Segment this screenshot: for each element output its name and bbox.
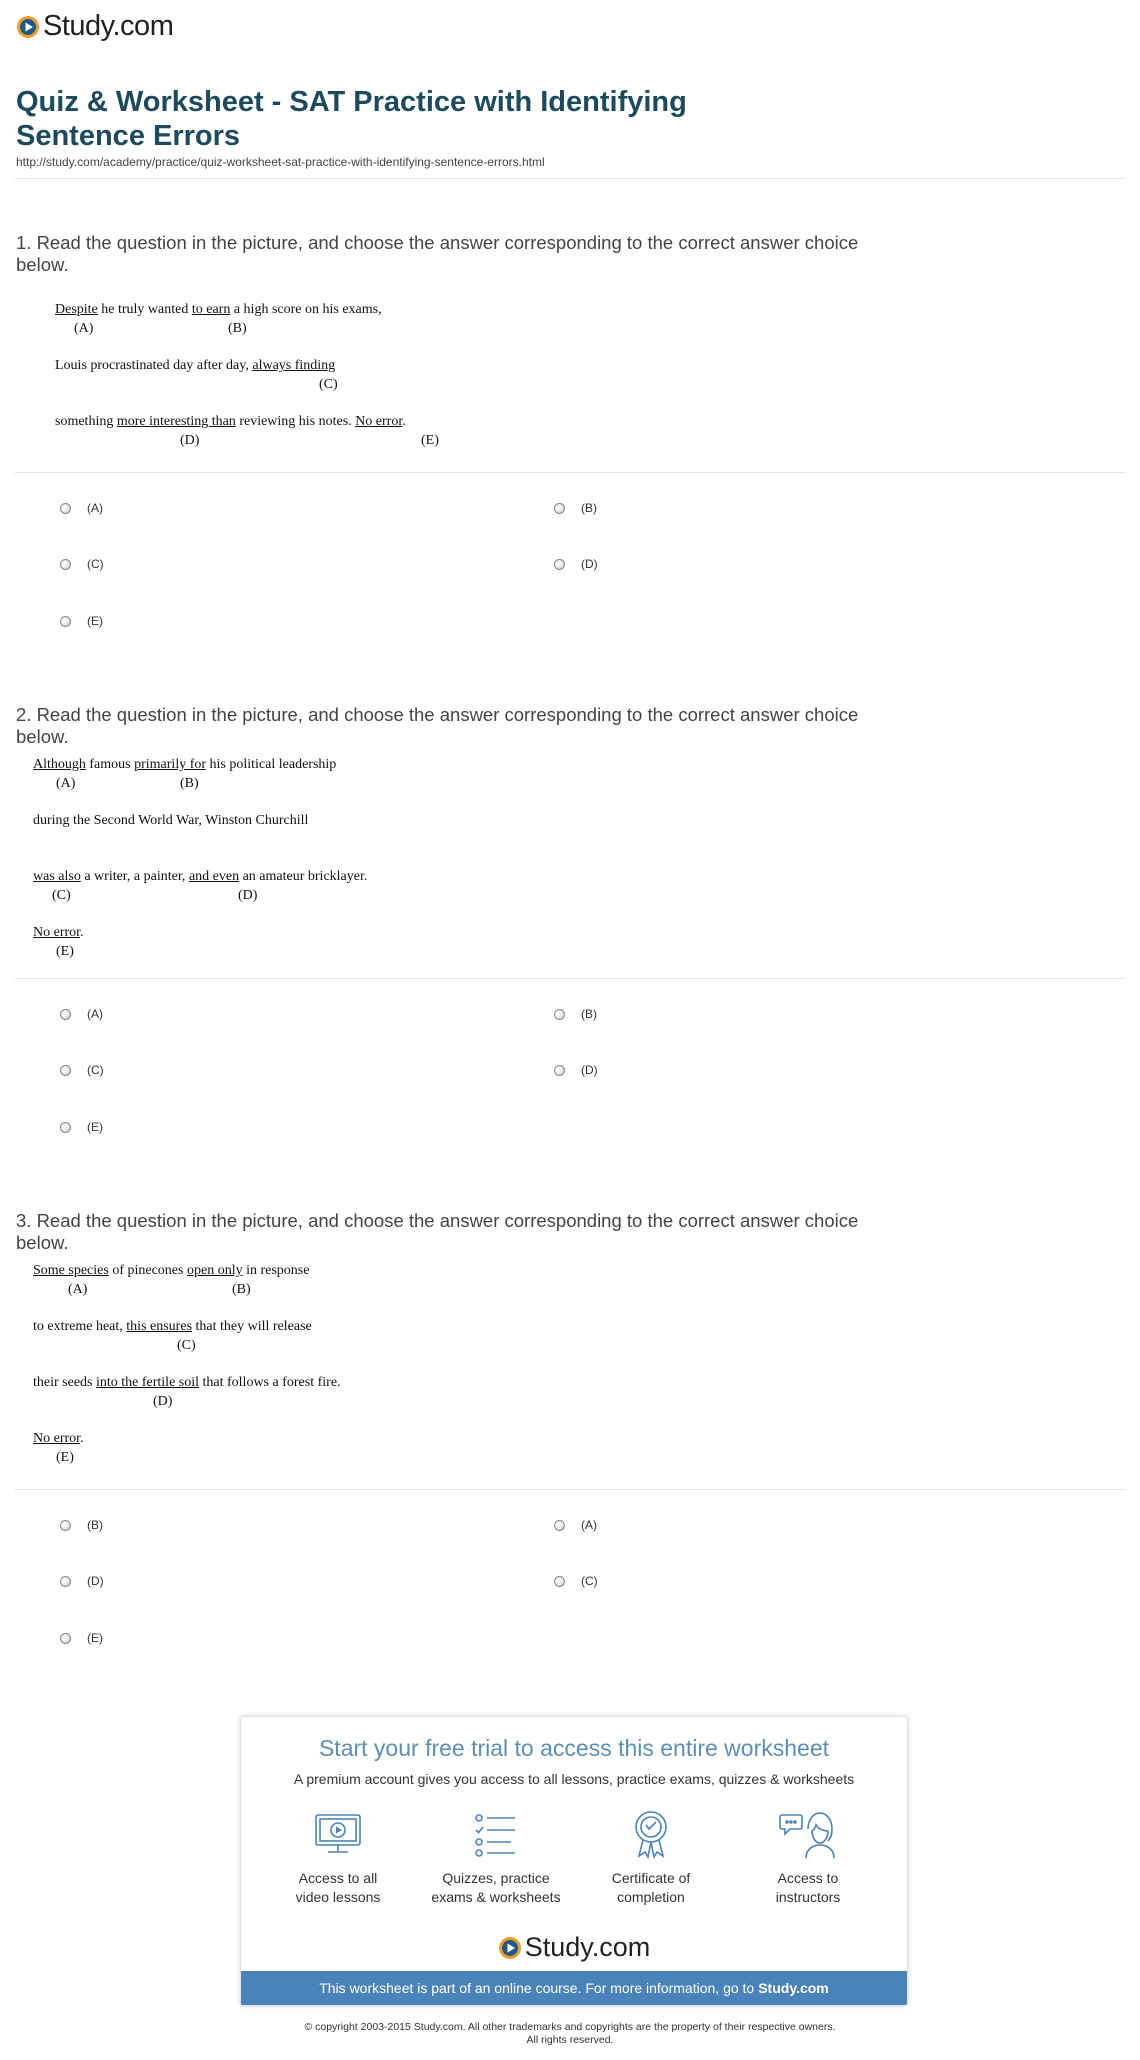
q3-option-2[interactable] xyxy=(554,1518,597,1532)
q2-option-2[interactable] xyxy=(554,1007,597,1021)
q1-option-4[interactable] xyxy=(554,557,598,571)
radio-button[interactable] xyxy=(60,1009,71,1020)
option-label: (E) xyxy=(87,614,103,628)
q2-label-a: (A) xyxy=(56,776,76,791)
q3-divider xyxy=(14,1489,1126,1490)
q3-option-1[interactable] xyxy=(60,1518,103,1532)
header-divider xyxy=(14,178,1126,179)
radio-button[interactable] xyxy=(554,1065,565,1076)
q1-sentence-line-3 xyxy=(55,414,406,430)
q1-label-a: (A) xyxy=(74,321,94,336)
q3-option-5[interactable] xyxy=(60,1631,103,1645)
q2-text: . xyxy=(80,925,84,940)
q1-option-2[interactable] xyxy=(554,501,597,515)
q1-text: Louis procrastinated day after day, xyxy=(55,358,253,373)
video-lessons-icon xyxy=(313,1809,363,1859)
copyright-line-2: All rights reserved. xyxy=(526,2034,614,2046)
q1-underline-b: to earn xyxy=(191,302,231,317)
q1-underline-c: always finding xyxy=(252,358,336,373)
q2-text: a writer, a painter, xyxy=(80,869,189,884)
promo-title[interactable]: Start your free trial to access this entire worksheet xyxy=(318,1735,830,1761)
q1-underline-e: No error xyxy=(355,414,403,429)
feature-quizzes xyxy=(421,1809,571,1907)
q3-label-b: (B) xyxy=(232,1282,251,1297)
option-label: (E) xyxy=(87,1631,103,1645)
q3-underline-a: Some species xyxy=(33,1263,109,1278)
radio-button[interactable] xyxy=(60,503,71,514)
promo-logo-text: Study.com xyxy=(524,1932,651,1962)
q2-sentence-line-2: during the Second World War, Winston Churchill xyxy=(33,813,309,828)
instructors-icon xyxy=(778,1809,838,1859)
q2-underline-b: primarily for xyxy=(134,757,207,772)
q1-text: a high score on his exams, xyxy=(230,302,382,317)
radio-button[interactable] xyxy=(60,616,71,627)
logo-text: Study.com xyxy=(43,10,174,42)
q1-label-b: (B) xyxy=(228,321,247,336)
q1-label-e: (E) xyxy=(421,433,439,448)
q3-text: that follows a forest fire. xyxy=(199,1375,341,1390)
radio-button[interactable] xyxy=(60,1576,71,1587)
title-line-1: Quiz & Worksheet - SAT Practice with Identifying xyxy=(16,86,687,118)
q1-text: reviewing his notes. xyxy=(235,414,356,429)
q1-option-3[interactable] xyxy=(60,557,104,571)
q2-label-d: (D) xyxy=(238,888,258,903)
option-label: (E) xyxy=(87,1120,103,1134)
feature-label xyxy=(263,1869,413,1907)
q1-text: something xyxy=(55,414,117,429)
promo-subtitle: A premium account gives you access to all lessons, practice exams, quizzes & worksheets xyxy=(293,1771,855,1787)
promo-bar-link[interactable]: Study.com xyxy=(758,1980,829,1996)
q2-label-c: (C) xyxy=(52,888,71,903)
option-label: (A) xyxy=(87,1007,103,1021)
promo-info-bar xyxy=(241,1971,907,2005)
feature-label xyxy=(733,1869,883,1907)
q1-sentence-line-1 xyxy=(55,302,382,318)
q2-sentence-line-1 xyxy=(33,757,336,773)
radio-button[interactable] xyxy=(554,1576,565,1587)
q2-underline-e: No error xyxy=(33,925,81,940)
radio-button[interactable] xyxy=(554,1009,565,1020)
q2-label-e: (E) xyxy=(56,944,74,959)
copyright-footer xyxy=(0,2021,1140,2047)
page-title xyxy=(16,85,776,153)
radio-button[interactable] xyxy=(554,503,565,514)
q3-sentence-line-3 xyxy=(33,1375,341,1391)
radio-button[interactable] xyxy=(554,559,565,570)
q3-sentence-line-1 xyxy=(33,1263,309,1279)
q3-label-d: (D) xyxy=(153,1394,173,1409)
option-label: (C) xyxy=(87,1063,104,1077)
copyright-line-1: © copyright 2003-2015 Study.com. All other trademarks and copyrights are the property of their respective owners. xyxy=(304,2021,836,2033)
q3-label-a: (A) xyxy=(68,1282,88,1297)
feature-video-lessons xyxy=(263,1809,413,1907)
option-label: (C) xyxy=(87,557,104,571)
q3-text: their seeds xyxy=(33,1375,96,1390)
q2-option-5[interactable] xyxy=(60,1120,103,1134)
q1-divider xyxy=(14,472,1126,473)
q3-text: that they will release xyxy=(192,1319,312,1334)
feature-line: Access to all xyxy=(298,1870,378,1886)
option-label: (D) xyxy=(581,557,598,571)
q3-text: . xyxy=(80,1431,84,1446)
q3-text: of pinecones xyxy=(108,1263,187,1278)
q2-option-4[interactable] xyxy=(554,1063,598,1077)
q2-text: famous xyxy=(85,757,135,772)
option-label: (C) xyxy=(581,1574,598,1588)
option-label: (B) xyxy=(87,1518,103,1532)
free-trial-promo xyxy=(240,1716,908,2006)
q3-underline-e: No error xyxy=(33,1431,81,1446)
q2-sentence-line-4 xyxy=(33,925,84,941)
q2-option-1[interactable] xyxy=(60,1007,103,1021)
q3-option-4[interactable] xyxy=(554,1574,598,1588)
feature-label xyxy=(576,1869,726,1907)
radio-button[interactable] xyxy=(60,559,71,570)
play-logo-icon xyxy=(498,1936,522,1960)
q2-sentence-line-3 xyxy=(33,869,367,885)
q3-text: to extreme heat, xyxy=(33,1319,127,1334)
q1-sentence-line-2 xyxy=(55,358,335,374)
option-label: (B) xyxy=(581,501,597,515)
radio-button[interactable] xyxy=(60,1633,71,1644)
option-label: (D) xyxy=(87,1574,104,1588)
certificate-icon xyxy=(626,1809,676,1859)
q3-sentence-line-4 xyxy=(33,1431,84,1447)
q2-option-3[interactable] xyxy=(60,1063,104,1077)
feature-line: exams & worksheets xyxy=(431,1889,561,1905)
question-3-prompt: 3. Read the question in the picture, and choose the answer corresponding to the correct answer choice below. xyxy=(16,1210,859,1253)
q1-label-c: (C) xyxy=(319,377,338,392)
radio-button[interactable] xyxy=(60,1065,71,1076)
q2-label-b: (B) xyxy=(180,776,199,791)
promo-logo[interactable] xyxy=(241,1932,907,1963)
q3-label-c: (C) xyxy=(177,1338,196,1353)
option-label: (D) xyxy=(581,1063,598,1077)
question-1-prompt: 1. Read the question in the picture, and choose the answer corresponding to the correct answer choice below. xyxy=(16,232,859,275)
q3-underline-c: this ensures xyxy=(126,1319,193,1334)
q1-text: . xyxy=(402,414,406,429)
q1-option-1[interactable] xyxy=(60,501,103,515)
q3-underline-d: into the fertile soil xyxy=(95,1375,200,1390)
site-logo[interactable] xyxy=(16,10,173,43)
option-label: (A) xyxy=(87,501,103,515)
page-url: http://study.com/academy/practice/quiz-worksheet-sat-practice-with-identifying-sentence-errors.html xyxy=(16,155,545,169)
q2-divider xyxy=(14,978,1126,979)
feature-line: video lessons xyxy=(295,1889,381,1905)
q2-underline-c: was also xyxy=(33,869,81,884)
q1-underline-d: more interesting than xyxy=(116,414,236,429)
radio-button[interactable] xyxy=(554,1520,565,1531)
question-2-prompt: 2. Read the question in the picture, and choose the answer corresponding to the correct answer choice below. xyxy=(16,704,859,747)
q1-text: he truly wanted xyxy=(97,302,192,317)
feature-line: Quizzes, practice xyxy=(442,1870,550,1886)
feature-line: Access to xyxy=(777,1870,839,1886)
q1-underline-a: Despite xyxy=(55,302,98,317)
radio-button[interactable] xyxy=(60,1122,71,1133)
q3-underline-b: open only xyxy=(186,1263,243,1278)
feature-label xyxy=(421,1869,571,1907)
play-logo-icon xyxy=(16,15,40,39)
q1-option-5[interactable] xyxy=(60,614,103,628)
q3-label-e: (E) xyxy=(56,1450,74,1465)
q2-text: an amateur bricklayer. xyxy=(239,869,368,884)
feature-line: instructors xyxy=(775,1889,841,1905)
feature-instructors xyxy=(733,1809,883,1907)
feature-line: Certificate of xyxy=(611,1870,691,1886)
radio-button[interactable] xyxy=(60,1520,71,1531)
q2-underline-d: and even xyxy=(188,869,240,884)
option-label: (A) xyxy=(581,1518,597,1532)
q3-text: in response xyxy=(242,1263,310,1278)
title-line-2: Sentence Errors xyxy=(16,120,241,152)
q2-text: his political leadership xyxy=(206,757,337,772)
feature-line: completion xyxy=(617,1889,685,1905)
q1-label-d: (D) xyxy=(180,433,200,448)
quizzes-list-icon xyxy=(471,1809,521,1859)
q2-underline-a: Although xyxy=(33,757,86,772)
q3-option-3[interactable] xyxy=(60,1574,104,1588)
q3-sentence-line-2 xyxy=(33,1319,312,1335)
promo-bar-text: This worksheet is part of an online course. For more information, go to xyxy=(319,1980,755,1996)
feature-certificate xyxy=(576,1809,726,1907)
option-label: (B) xyxy=(581,1007,597,1021)
